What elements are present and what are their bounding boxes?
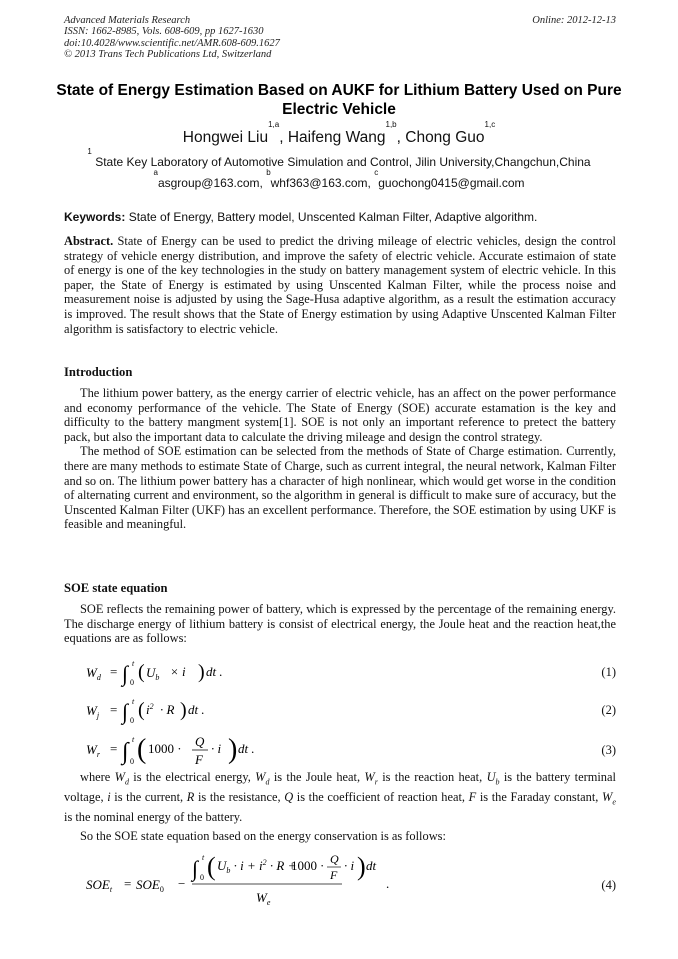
- math-var: $U_b$: [486, 770, 500, 787]
- integral-upper: t: [202, 853, 205, 862]
- text-run: is the current,: [114, 790, 184, 805]
- email-link[interactable]: asgroup@163.com: [157, 176, 260, 190]
- eq-tail: dt .: [206, 664, 223, 679]
- eq-tail: dt .: [238, 741, 255, 756]
- eq-equals: =: [110, 702, 118, 717]
- email-sup: c: [374, 168, 379, 177]
- abstract-label: Abstract.: [64, 234, 114, 248]
- introduction-heading: Introduction: [64, 365, 133, 379]
- eq-equals: =: [124, 876, 132, 891]
- author-name: Hongwei Liu: [182, 129, 269, 146]
- integral-lower: 0: [200, 873, 204, 882]
- email-link[interactable]: whf363@163.com: [270, 176, 368, 190]
- journal-name: Advanced Materials Research: [64, 15, 191, 26]
- author-name: Haifeng Wang: [287, 129, 386, 146]
- integral-sign: ∫: [122, 739, 129, 765]
- copyright-line: © 2013 Trans Tech Publications Ltd, Switzerland: [64, 48, 272, 60]
- integral-upper: t: [132, 697, 135, 706]
- eq-term-a: $i^2$: [146, 702, 154, 717]
- equation-1-graphic: [64, 659, 364, 689]
- eq-term: · i: [344, 858, 355, 873]
- math-var: Q: [284, 790, 294, 805]
- equation-4: [64, 848, 616, 908]
- eq-lhs: $W_d$: [86, 665, 101, 682]
- eq-minus: −: [178, 876, 186, 891]
- paragraph: The lithium power battery, as the energy carrier of electric vehicle, has an affect on the power performance and economy performance of the vehicle. The State of Energy (SOE) accurate estamation is the key and difficulty to the battery mangment system[1]. SOE is not only an important reference to pretect the battery pack, but also the important data to calculate the driving mileage and design the control strategy.: [64, 386, 616, 444]
- equation-2: [64, 697, 616, 727]
- email-sup: a: [153, 168, 158, 177]
- journal-header: [64, 15, 616, 60]
- author-list: Hongwei Liu$^{1,a}$, Haifeng Wang$^{1,b}$, Chong Guo$^{1,c}$: [182, 120, 496, 146]
- equation-2-graphic: [64, 697, 364, 727]
- eq-lhs: $W_r$: [86, 742, 100, 759]
- equation-3: [64, 733, 616, 771]
- author-name: Chong Guo: [405, 129, 485, 146]
- eq-equals: =: [110, 664, 118, 679]
- soe-intro: [64, 602, 616, 646]
- keywords-text: State of Energy, Battery model, Unscented Kalman Filter, Adaptive algorithm.: [128, 210, 538, 224]
- author-sup: 1,b: [385, 120, 397, 129]
- paragraph: The method of SOE estimation can be selected from the methods of State of Charge estimation. Currently, there are many methods to estimate State of Charge, such as current integral, the neural network, Kalman Filter and so on. The lithium power battery has a character of high nonlinear, which would get worse in the condition of alternating current and environment, so the algorithm in general is difficult to make sure of accuracy, but the Unscented Kalman Filter (UKF) has an excellent performance. Therefore, the SOE estimation by using UKF is feasible and meaningful.: [64, 444, 616, 532]
- email-link[interactable]: guochong0415@gmail.com: [378, 176, 525, 190]
- math-var: F: [468, 790, 477, 805]
- integral-lower: 0: [130, 716, 134, 725]
- integral-upper: t: [132, 735, 135, 744]
- paragraph: [64, 770, 616, 825]
- fraction-denominator: F: [195, 752, 203, 767]
- text-run: is the battery terminal voltage,: [64, 770, 616, 805]
- text-run: is the coefficient of reaction heat,: [296, 790, 465, 805]
- text-run: is the resistance,: [197, 790, 281, 805]
- paren-right: ): [198, 661, 205, 683]
- math-var: $W_e$: [602, 790, 616, 807]
- paren-left: (: [138, 661, 145, 683]
- equation-number: (3): [601, 743, 616, 757]
- integral-lower: 0: [130, 678, 134, 687]
- text-run: is the Joule heat,: [273, 770, 361, 784]
- eq-term-a: $U_b$: [146, 665, 160, 682]
- eq-term: $U_b \cdot i + i^2 \cdot R$ +: [217, 858, 297, 875]
- eq-differential: dt: [366, 858, 377, 873]
- issn-line: ISSN: 1662-8985, Vols. 608-609, pp 1627-1630: [64, 26, 264, 38]
- affiliation: [40, 147, 638, 170]
- eq-term-b: × i: [170, 664, 186, 679]
- keywords-label: Keywords:: [64, 210, 126, 224]
- eq-constant: 1000 ·: [148, 741, 182, 756]
- email-sup: b: [266, 168, 271, 177]
- paren-left: (: [207, 852, 216, 881]
- paren-right: ): [228, 734, 238, 765]
- online-date: Online: 2012-12-13: [532, 15, 616, 26]
- paren-left: (: [137, 734, 147, 765]
- eq-lhs: $SOE_t$: [86, 877, 113, 894]
- email-list: $^a$asgroup@163.com, $^b$whf363@163.com, $^c$guochong0415@gmail.com: [153, 168, 525, 190]
- fraction-numerator: Q: [330, 852, 339, 866]
- eq-period: .: [386, 876, 390, 891]
- integral-sign: ∫: [122, 661, 129, 686]
- affiliation-sup: 1: [87, 147, 92, 156]
- eq-equals: =: [110, 741, 118, 756]
- author-sup: 1,c: [484, 120, 496, 129]
- introduction-body: [64, 386, 616, 532]
- eq-denominator: $W_e$: [256, 890, 271, 907]
- paren-right: ): [180, 699, 187, 721]
- text-run: is the reaction heat,: [382, 770, 483, 784]
- affiliation-text: State Key Laboratory of Automotive Simulation and Control, Jilin University,Changchun,China: [95, 155, 591, 169]
- math-var: $W_d$: [255, 770, 270, 787]
- integral-sign: ∫: [192, 856, 199, 881]
- text-run: is the Faraday constant,: [479, 790, 599, 805]
- paragraph: So the SOE state equation based on the energy conservation is as follows:: [80, 828, 446, 843]
- integral-upper: t: [132, 659, 135, 668]
- math-var: i: [107, 790, 111, 805]
- math-var: R: [186, 790, 195, 805]
- integral-lower: 0: [130, 757, 134, 766]
- fraction-numerator: Q: [195, 734, 205, 749]
- eq-constant: 1000: [291, 858, 317, 873]
- equation-number: (1): [601, 665, 616, 679]
- eq-dot: ·: [320, 858, 325, 873]
- abstract-text: State of Energy can be used to predict the driving mileage of electric vehicles, design the control strategy of vehicle energy distribution, and improve the safety of electric vehicle. Accurate estimaion of state of energy is one of the key technologies in the study on battery management system of electric vehicle. In this paper, the State of Energy is estimated by using Unscented Kalman Filter, while the process noise and measurement noise is adjusted by using the Sage-Husa adaptive algorithm, as a result the estimation accuracy is improved. The result shows that the State of Energy estimation by using Adaptive Unscented Kalman Filter algorithm is satisfactory to electric vehicle.: [64, 234, 616, 336]
- equation-4-graphic: [64, 848, 424, 908]
- paren-right: ): [357, 852, 366, 881]
- paren-left: (: [138, 699, 145, 721]
- equation-number: (4): [601, 878, 616, 892]
- soe-heading: SOE state equation: [64, 581, 168, 595]
- eq-tail: dt .: [188, 702, 205, 717]
- math-var: $W_r$: [364, 770, 378, 787]
- math-var: $W_d$: [114, 770, 129, 787]
- abstract: [64, 234, 616, 336]
- text-run: is the nominal energy of the battery.: [64, 810, 243, 825]
- eq-term-b: · i: [211, 741, 222, 756]
- doi-line[interactable]: doi:10.4028/www.scientific.net/AMR.608-609.1627: [64, 37, 280, 49]
- variable-definitions: [64, 770, 616, 843]
- author-sup: 1,a: [268, 120, 280, 129]
- equation-1: [64, 659, 616, 689]
- keywords: [64, 210, 616, 225]
- eq-term-b: · R: [160, 702, 175, 717]
- eq-lhs: $W_j$: [86, 703, 100, 720]
- paper-title: State of Energy Estimation Based on AUKF for Lithium Battery Used on Pure Electric Vehicle: [56, 82, 622, 118]
- equation-3-graphic: [64, 733, 384, 771]
- fraction-denominator: F: [330, 868, 338, 882]
- equation-number: (2): [601, 703, 616, 717]
- eq-rhs: $SOE_0$: [136, 877, 164, 894]
- text-run: is the electrical energy,: [133, 770, 251, 784]
- paragraph: SOE reflects the remaining power of battery, which is expressed by the percentage of the remaining energy. The discharge energy of lithium battery is consist of electrical energy, the Joule heat and the reaction heat,the equations are as follows:: [64, 602, 616, 646]
- integral-sign: ∫: [122, 699, 129, 724]
- text-run: where: [80, 770, 111, 784]
